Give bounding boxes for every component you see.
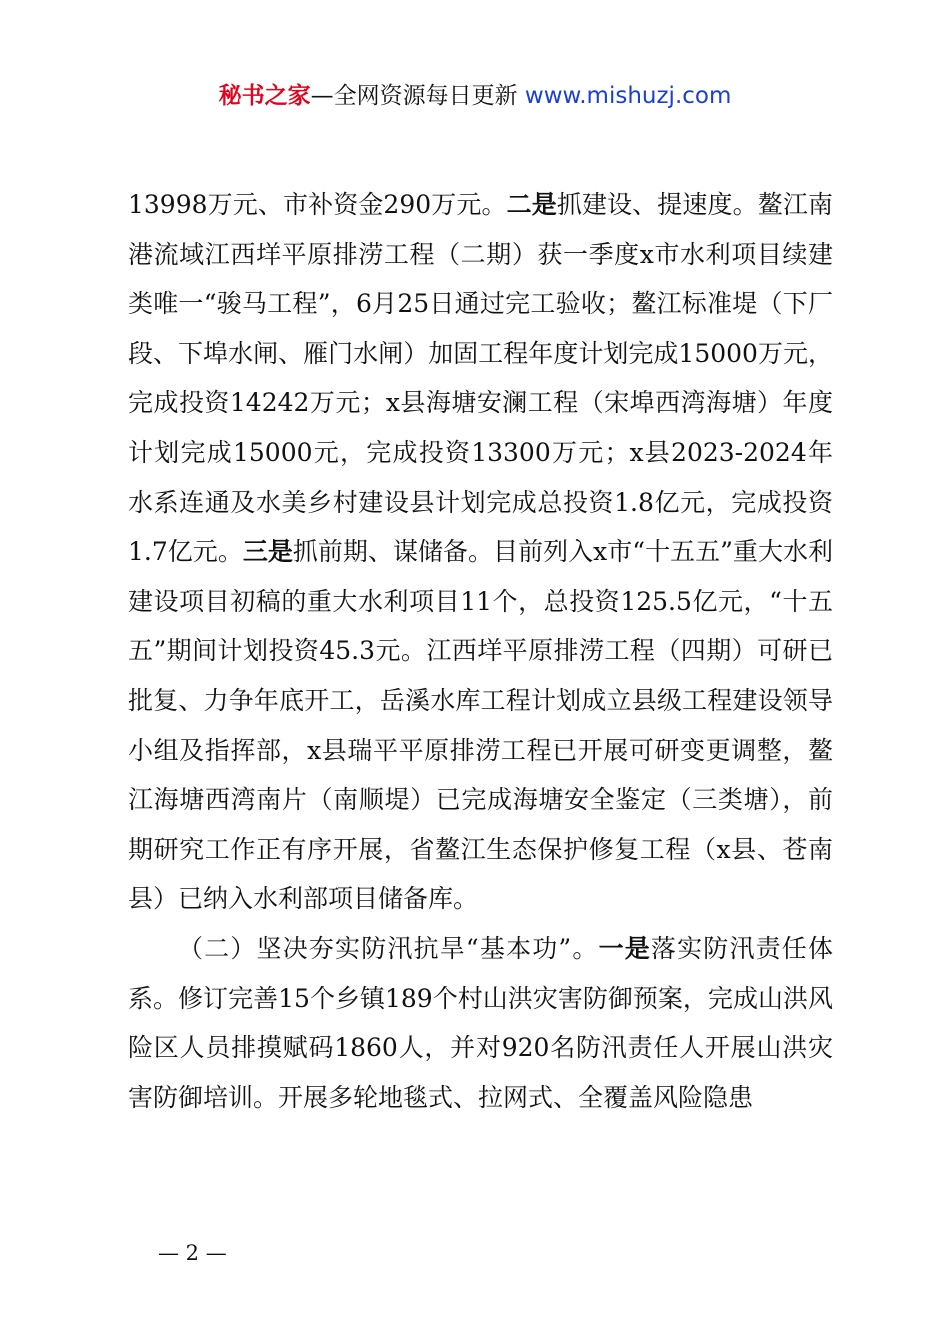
paragraph-2-emphasis-a: 一是 (598, 933, 651, 963)
paragraph-1-emphasis-a: 二是 (506, 190, 557, 219)
paragraph-1-text-c: 抓前期、谋储备。目前列入x市“十五五”重大水利建设项目初稿的重大水利项目11个，总投资125.5亿元，“十五五”期间计划投资45.3元。江西垟平原排涝工程（四期）可研已批复、力争年底开工，岳溪水库工程计划成立县级工程建设领导小组及指挥部，x县瑞平平原排涝工程已开展可研变更调整，鳌江海塘西湾南片（南顺堤）已完成海塘安全鉴定（三类塘），前期研究工作正有序开展，省鳌江生态保护修复工程（x县、苍南县）已纳入水利部项目储备库。 (128, 537, 833, 914)
document-body (128, 180, 833, 1122)
paragraph-1-emphasis-b: 三是 (242, 537, 293, 567)
paragraph-2-heading: （二）坚决夯实防汛抗旱“基本功”。 (178, 933, 599, 963)
paragraph-1 (128, 180, 833, 924)
site-header (0, 80, 950, 112)
site-brand: 秘书之家 (218, 83, 311, 109)
paragraph-1-text-a: 13998万元、市补资金290万元。 (128, 190, 507, 219)
paragraph-2 (128, 924, 833, 1122)
site-tagline: —全网资源每日更新 (310, 83, 525, 109)
paragraph-2-text: 落实防汛责任体系。修订完善15个乡镇189个村山洪灾害防御预案，完成山洪风险区人员排摸赋码1860人，并对920名防汛责任人开展山洪灾害防御培训。开展多轮地毯式、拉网式、全覆盖风险隐患 (128, 933, 833, 1112)
page-number: — 2 — (158, 1241, 227, 1265)
paragraph-1-text-b: 抓建设、提速度。鳌江南港流域江西垟平原排涝工程（二期）获一季度x市水利项目续建类唯一“骏马工程”，6月25日通过完工验收；鳌江标准堤（下厂段、下埠水闸、雁门水闸）加固工程年度计划完成15000万元，完成投资14242万元；x县海塘安澜工程（宋埠西湾海塘）年度计划完成15000元，完成投资13300万元；x县2023-2024年水系连通及水美乡村建设县计划完成总投资1.8亿元，完成投资1.7亿元。 (128, 190, 833, 567)
site-url-link[interactable]: www.mishuzj.com (524, 83, 732, 109)
